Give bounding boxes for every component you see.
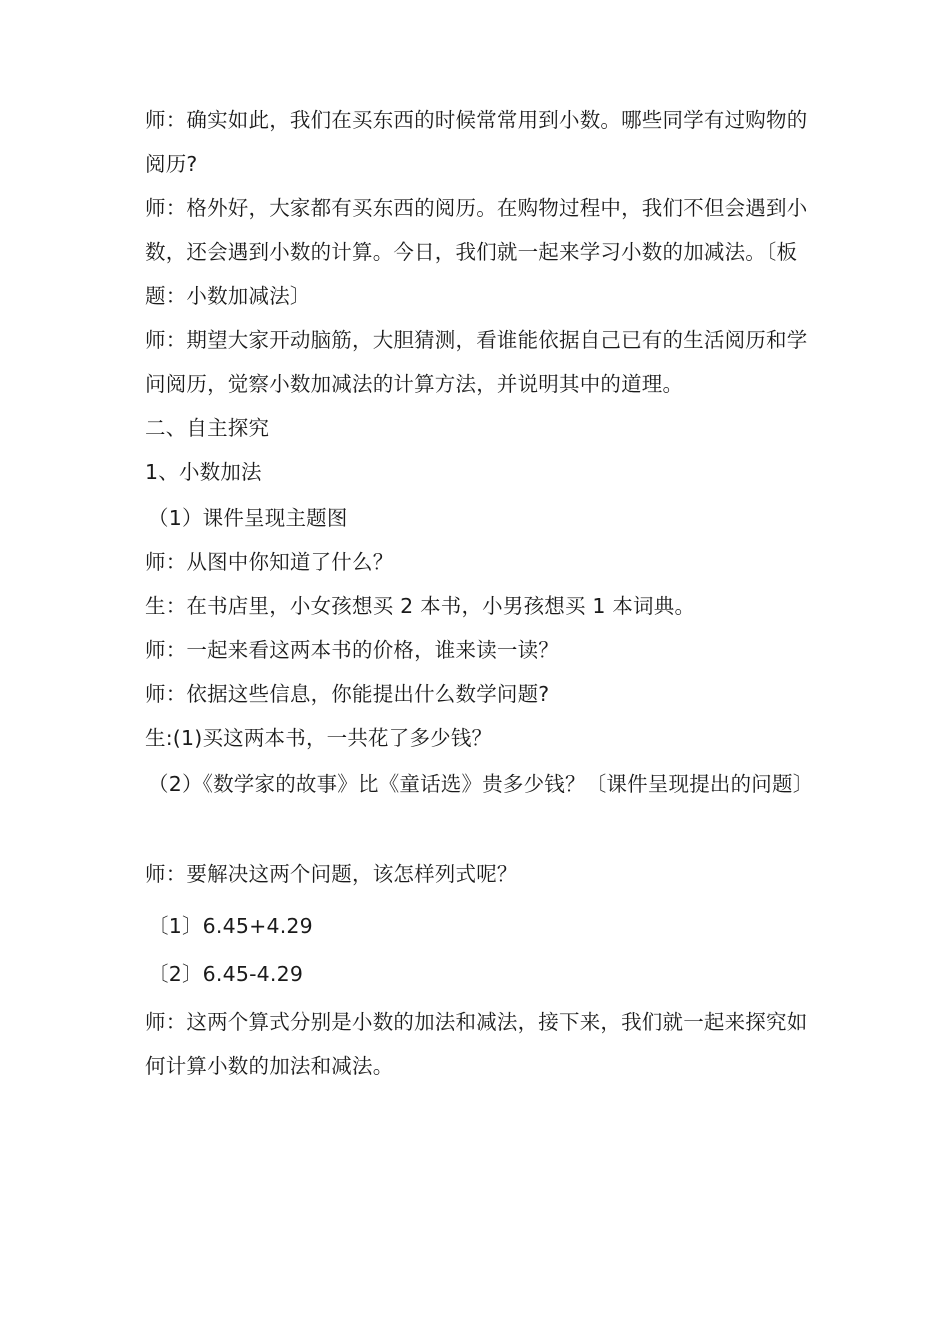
paragraph-teacher-ask-problem: 师：依据这些信息，你能提出什么数学问题?: [145, 682, 550, 706]
paragraph-teacher-what-known: 师：从图中你知道了什么？: [145, 550, 394, 574]
subsection-heading-decimal-addition: 1、小数加法: [145, 460, 262, 484]
paragraph-student-bookstore: 生：在书店里，小女孩想买 2 本书，小男孩想买 1 本词典。: [145, 594, 696, 618]
paragraph-teacher-shopping-question: 师：确实如此，我们在买东西的时候常常用到小数。哪些同学有过购物的阅历?: [145, 108, 808, 176]
paragraph-teacher-prices: 师：一起来看这两本书的价格，谁来读一读？: [145, 638, 559, 662]
paragraph-student-problem-1: 生:(1)买这两本书，一共花了多少钱？: [145, 726, 493, 750]
paragraph-teacher-how-to-list: 师：要解决这两个问题，该怎样列式呢？: [145, 862, 518, 886]
paragraph-teacher-introduce-topic: 师：格外好，大家都有买东西的阅历。在购物过程中，我们不但会遇到小数，还会遇到小数的计算。今日，我们就一起来学习小数的加减法。〔板题：小数加减法〕: [145, 196, 808, 308]
paragraph-teacher-next-explore: 师：这两个算式分别是小数的加法和减法，接下来，我们就一起来探究如何计算小数的加法和减法。: [145, 1010, 808, 1078]
list-item-courseware-theme: （1）课件呈现主题图: [148, 506, 348, 530]
section-heading-self-exploration: 二、自主探究: [145, 416, 270, 440]
paragraph-teacher-encourage: 师：期望大家开动脑筋，大胆猜测，看谁能依据自己已有的生活阅历和学问阅历，觉察小数加减法的计算方法，并说明其中的道理。: [145, 328, 808, 396]
paragraph-student-problem-2: （2）《数学家的故事》比《童话选》贵多少钱？〔课件呈现提出的问题〕: [148, 772, 814, 796]
equation-addition: 〔1〕6.45+4.29: [148, 914, 313, 938]
equation-subtraction: 〔2〕6.45-4.29: [148, 962, 304, 986]
